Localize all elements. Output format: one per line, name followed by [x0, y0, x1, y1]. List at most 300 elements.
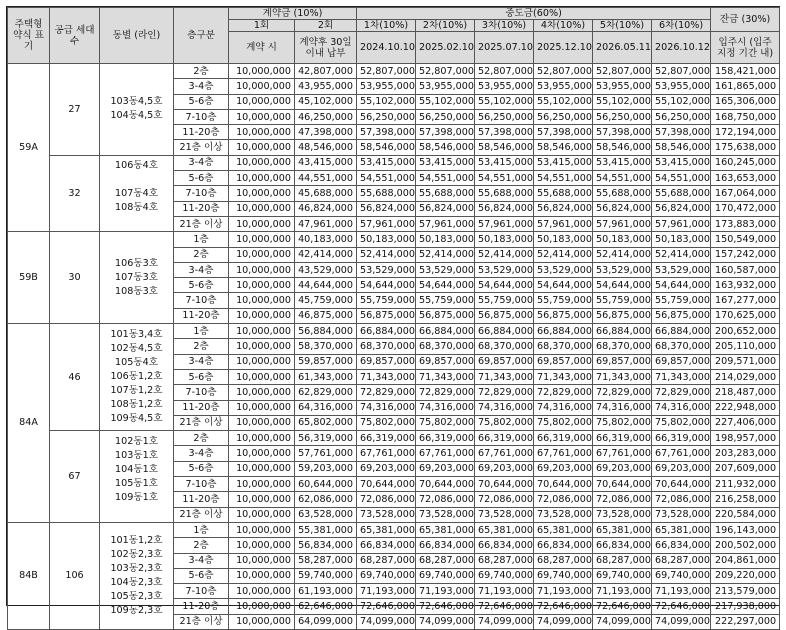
middle-6-cell: 65,381,000: [652, 522, 711, 537]
balance-cell: 205,110,000: [711, 339, 780, 354]
middle-2-cell: 55,102,000: [416, 94, 475, 109]
middle-3-cell: 52,807,000: [475, 64, 534, 79]
middle-5-cell: 74,316,000: [593, 400, 652, 415]
middle-3-cell: 52,414,000: [475, 247, 534, 262]
middle-2-cell: 69,740,000: [416, 568, 475, 583]
deposit-1-cell: 10,000,000: [229, 431, 295, 446]
deposit-1-cell: 10,000,000: [229, 446, 295, 461]
middle-5-cell: 56,875,000: [593, 308, 652, 323]
deposit-1-cell: 10,000,000: [229, 339, 295, 354]
deposit-2-cell: 60,644,000: [295, 477, 357, 492]
middle-5-cell: 54,551,000: [593, 171, 652, 186]
floor-cell: 7-10층: [174, 477, 229, 492]
middle-5-cell: 50,183,000: [593, 232, 652, 247]
middle-2-cell: 72,086,000: [416, 492, 475, 507]
middle-6-cell: 56,875,000: [652, 308, 711, 323]
balance-cell: 150,549,000: [711, 232, 780, 247]
middle-1-cell: 72,646,000: [357, 599, 416, 614]
middle-6-cell: 75,802,000: [652, 415, 711, 430]
middle-1-cell: 56,250,000: [357, 109, 416, 124]
deposit-2-cell: 62,086,000: [295, 492, 357, 507]
middle-5-cell: 71,193,000: [593, 584, 652, 599]
floor-cell: 5-6층: [174, 171, 229, 186]
middle-1-cell: 54,644,000: [357, 278, 416, 293]
dong-line: 102동4,5호: [110, 343, 163, 355]
supply-count-cell: 46: [50, 324, 100, 431]
deposit-2-cell: 43,415,000: [295, 155, 357, 170]
deposit-1-header: 1회: [229, 20, 295, 32]
middle-2-cell: 55,759,000: [416, 293, 475, 308]
floor-cell: 7-10층: [174, 584, 229, 599]
middle-2-cell: 66,884,000: [416, 324, 475, 339]
balance-cell: 173,883,000: [711, 216, 780, 231]
middle-4-cell: 52,414,000: [534, 247, 593, 262]
middle-2-cell: 50,183,000: [416, 232, 475, 247]
middle-6-cell: 56,250,000: [652, 109, 711, 124]
balance-group-header: 잔금 (30%): [711, 8, 780, 32]
middle-3-cell: 67,761,000: [475, 446, 534, 461]
balance-cell: 161,865,000: [711, 79, 780, 94]
middle-2-cell: 56,250,000: [416, 109, 475, 124]
middle-5-cell: 58,546,000: [593, 140, 652, 155]
middle-3-cell: 65,381,000: [475, 522, 534, 537]
middle-4-cell: 55,102,000: [534, 94, 593, 109]
middle-4-cell: 74,316,000: [534, 400, 593, 415]
middle-3-cell: 74,099,000: [475, 614, 534, 629]
floor-cell: 11-20층: [174, 125, 229, 140]
middle-1-cell: 69,203,000: [357, 461, 416, 476]
middle-3-cell: 72,086,000: [475, 492, 534, 507]
middle-4-cell: 53,955,000: [534, 79, 593, 94]
floor-cell: 2층: [174, 247, 229, 262]
deposit-1-cell: 10,000,000: [229, 308, 295, 323]
dong-line: 107동1,2호: [110, 385, 163, 397]
floor-cell: 11-20층: [174, 201, 229, 216]
middle-4-cell: 50,183,000: [534, 232, 593, 247]
middle-2-cell: 72,646,000: [416, 599, 475, 614]
middle-1-cell: 55,759,000: [357, 293, 416, 308]
middle-5-cell: 55,102,000: [593, 94, 652, 109]
balance-cell: 167,277,000: [711, 293, 780, 308]
middle-5-cell: 68,370,000: [593, 339, 652, 354]
balance-cell: 196,143,000: [711, 522, 780, 537]
deposit-2-cell: 43,955,000: [295, 79, 357, 94]
deposit-2-cell: 46,824,000: [295, 201, 357, 216]
middle-6-cell: 55,759,000: [652, 293, 711, 308]
floor-cell: 3-4층: [174, 553, 229, 568]
middle-2-date: 2025.02.10: [416, 32, 475, 64]
middle-4-cell: 71,343,000: [534, 369, 593, 384]
dong-line: 109동1호: [115, 491, 158, 503]
middle-5-header: 5차(10%): [593, 20, 652, 32]
middle-5-cell: 74,099,000: [593, 614, 652, 629]
middle-4-cell: 69,740,000: [534, 568, 593, 583]
deposit-2-when: 계약후 30일이내 납부: [295, 32, 357, 64]
middle-3-cell: 55,688,000: [475, 186, 534, 201]
middle-3-cell: 50,183,000: [475, 232, 534, 247]
middle-2-cell: 74,316,000: [416, 400, 475, 415]
deposit-1-cell: 10,000,000: [229, 64, 295, 79]
middle-4-cell: 66,319,000: [534, 431, 593, 446]
dong-list-cell: [100, 232, 174, 324]
middle-3-date: 2025.07.10: [475, 32, 534, 64]
table-row: [8, 431, 780, 446]
floor-cell: 2층: [174, 538, 229, 553]
middle-2-cell: 65,381,000: [416, 522, 475, 537]
dong-list-cell: [100, 64, 174, 156]
deposit-2-cell: 43,529,000: [295, 262, 357, 277]
balance-cell: 204,861,000: [711, 553, 780, 568]
deposit-2-cell: 44,644,000: [295, 278, 357, 293]
middle-4-cell: 52,807,000: [534, 64, 593, 79]
middle-1-cell: 70,644,000: [357, 477, 416, 492]
middle-4-cell: 74,099,000: [534, 614, 593, 629]
middle-2-cell: 53,529,000: [416, 262, 475, 277]
floor-header: 층구분: [174, 8, 229, 64]
middle-5-cell: 69,740,000: [593, 568, 652, 583]
middle-1-cell: 66,884,000: [357, 324, 416, 339]
floor-cell: 11-20층: [174, 492, 229, 507]
middle-4-cell: 67,761,000: [534, 446, 593, 461]
supply-count-cell: 30: [50, 232, 100, 324]
dong-line: 104동4,5호: [110, 110, 163, 122]
middle-5-cell: 72,829,000: [593, 385, 652, 400]
deposit-2-cell: 61,193,000: [295, 584, 357, 599]
deposit-2-cell: 56,884,000: [295, 324, 357, 339]
deposit-2-cell: 62,646,000: [295, 599, 357, 614]
middle-5-cell: 57,398,000: [593, 125, 652, 140]
middle-3-cell: 71,193,000: [475, 584, 534, 599]
deposit-2-cell: 42,414,000: [295, 247, 357, 262]
middle-6-cell: 72,086,000: [652, 492, 711, 507]
middle-4-cell: 58,546,000: [534, 140, 593, 155]
middle-6-cell: 69,203,000: [652, 461, 711, 476]
balance-cell: 160,587,000: [711, 262, 780, 277]
middle-3-cell: 69,857,000: [475, 354, 534, 369]
balance-cell: 203,283,000: [711, 446, 780, 461]
floor-cell: 21층 이상: [174, 415, 229, 430]
deposit-1-cell: 10,000,000: [229, 232, 295, 247]
deposit-2-cell: 46,875,000: [295, 308, 357, 323]
middle-2-cell: 55,688,000: [416, 186, 475, 201]
balance-cell: 170,625,000: [711, 308, 780, 323]
middle-6-cell: 71,343,000: [652, 369, 711, 384]
floor-cell: 5-6층: [174, 568, 229, 583]
balance-cell: 209,571,000: [711, 354, 780, 369]
dong-list-cell: [100, 324, 174, 431]
middle-3-cell: 56,875,000: [475, 308, 534, 323]
middle-4-cell: 69,203,000: [534, 461, 593, 476]
middle-3-cell: 55,759,000: [475, 293, 534, 308]
middle-4-cell: 56,250,000: [534, 109, 593, 124]
floor-cell: 21층 이상: [174, 614, 229, 629]
floor-cell: 3-4층: [174, 155, 229, 170]
dong-line: 104동1호: [115, 463, 158, 475]
floor-cell: 7-10층: [174, 109, 229, 124]
middle-1-cell: 66,834,000: [357, 538, 416, 553]
middle-1-header: 1차(10%): [357, 20, 416, 32]
deposit-2-cell: 45,688,000: [295, 186, 357, 201]
middle-6-cell: 53,529,000: [652, 262, 711, 277]
floor-cell: 3-4층: [174, 446, 229, 461]
middle-1-cell: 58,546,000: [357, 140, 416, 155]
middle-2-cell: 70,644,000: [416, 477, 475, 492]
deposit-1-cell: 10,000,000: [229, 278, 295, 293]
deposit-2-cell: 56,834,000: [295, 538, 357, 553]
balance-cell: 220,584,000: [711, 507, 780, 522]
middle-5-cell: 69,203,000: [593, 461, 652, 476]
middle-6-cell: 52,414,000: [652, 247, 711, 262]
middle-1-cell: 74,099,000: [357, 614, 416, 629]
deposit-1-cell: 10,000,000: [229, 507, 295, 522]
middle-5-cell: 66,884,000: [593, 324, 652, 339]
dong-line: 106동1,2호: [110, 371, 163, 383]
middle-1-cell: 74,316,000: [357, 400, 416, 415]
dong-line: 107동4호: [115, 187, 158, 199]
middle-6-cell: 55,102,000: [652, 94, 711, 109]
deposit-1-cell: 10,000,000: [229, 369, 295, 384]
floor-cell: 5-6층: [174, 94, 229, 109]
middle-3-cell: 73,528,000: [475, 507, 534, 522]
deposit-2-cell: 62,829,000: [295, 385, 357, 400]
middle-4-cell: 68,287,000: [534, 553, 593, 568]
deposit-2-cell: 42,807,000: [295, 64, 357, 79]
middle-4-cell: 73,528,000: [534, 507, 593, 522]
dong-line: 105동1호: [115, 477, 158, 489]
middle-4-date: 2025.12.10: [534, 32, 593, 64]
middle-3-cell: 71,343,000: [475, 369, 534, 384]
dong-line: 109동2,3호: [110, 604, 163, 616]
table-row: [8, 64, 780, 79]
floor-cell: 11-20층: [174, 599, 229, 614]
middle-6-cell: 68,287,000: [652, 553, 711, 568]
dong-line: 108동3호: [115, 285, 158, 297]
middle-1-cell: 75,802,000: [357, 415, 416, 430]
floor-cell: 5-6층: [174, 461, 229, 476]
middle-1-cell: 69,740,000: [357, 568, 416, 583]
deposit-2-cell: 64,099,000: [295, 614, 357, 629]
balance-cell: 207,609,000: [711, 461, 780, 476]
type-header: 주택형 약식 표기: [8, 8, 50, 64]
dong-line: 106동4호: [115, 159, 158, 171]
supply-header: 공급 세대수: [50, 8, 100, 64]
balance-cell: 222,948,000: [711, 400, 780, 415]
table-body: [8, 64, 780, 630]
middle-6-cell: 50,183,000: [652, 232, 711, 247]
middle-4-cell: 56,824,000: [534, 201, 593, 216]
balance-when: 입주시 (입주지정 기간 내): [711, 32, 780, 64]
middle-4-cell: 56,875,000: [534, 308, 593, 323]
deposit-1-cell: 10,000,000: [229, 171, 295, 186]
floor-cell: 7-10층: [174, 293, 229, 308]
middle-5-cell: 70,644,000: [593, 477, 652, 492]
middle-1-cell: 72,086,000: [357, 492, 416, 507]
middle-4-cell: 65,381,000: [534, 522, 593, 537]
deposit-1-cell: 10,000,000: [229, 354, 295, 369]
balance-cell: 214,029,000: [711, 369, 780, 384]
middle-2-cell: 54,551,000: [416, 171, 475, 186]
middle-4-cell: 57,398,000: [534, 125, 593, 140]
middle-1-cell: 57,961,000: [357, 216, 416, 231]
middle-1-cell: 52,414,000: [357, 247, 416, 262]
middle-3-cell: 54,551,000: [475, 171, 534, 186]
middle-4-cell: 72,646,000: [534, 599, 593, 614]
middle-4-cell: 75,802,000: [534, 415, 593, 430]
middle-3-cell: 70,644,000: [475, 477, 534, 492]
middle-1-cell: 67,761,000: [357, 446, 416, 461]
deposit-2-cell: 47,961,000: [295, 216, 357, 231]
middle-6-cell: 66,834,000: [652, 538, 711, 553]
middle-1-cell: 53,955,000: [357, 79, 416, 94]
dong-line: 103동2,3호: [110, 562, 163, 574]
middle-1-date: 2024.10.10: [357, 32, 416, 64]
deposit-1-cell: 10,000,000: [229, 477, 295, 492]
dong-line: [103, 505, 170, 519]
deposit-1-cell: 10,000,000: [229, 553, 295, 568]
middle-4-cell: 72,086,000: [534, 492, 593, 507]
deposit-1-cell: 10,000,000: [229, 492, 295, 507]
middle-3-cell: 66,319,000: [475, 431, 534, 446]
supply-count-cell: 106: [50, 522, 100, 629]
middle-2-cell: 68,287,000: [416, 553, 475, 568]
middle-3-cell: 53,955,000: [475, 79, 534, 94]
middle-3-cell: 72,829,000: [475, 385, 534, 400]
middle-2-cell: 52,414,000: [416, 247, 475, 262]
balance-cell: 163,932,000: [711, 278, 780, 293]
middle-1-cell: 57,398,000: [357, 125, 416, 140]
floor-cell: 21층 이상: [174, 507, 229, 522]
middle-6-cell: 71,193,000: [652, 584, 711, 599]
middle-1-cell: 56,875,000: [357, 308, 416, 323]
deposit-2-cell: 65,802,000: [295, 415, 357, 430]
middle-5-cell: 55,759,000: [593, 293, 652, 308]
dong-line: [103, 215, 170, 229]
dong-line: 105동2,3호: [110, 590, 163, 602]
payment-schedule-sheet: [6, 6, 780, 628]
middle-2-cell: 53,415,000: [416, 155, 475, 170]
floor-cell: 1층: [174, 324, 229, 339]
deposit-2-cell: 46,250,000: [295, 109, 357, 124]
dong-line: 108동1,2호: [110, 399, 163, 411]
middle-6-cell: 72,646,000: [652, 599, 711, 614]
middle-5-cell: 57,961,000: [593, 216, 652, 231]
middle-5-cell: 54,644,000: [593, 278, 652, 293]
middle-5-cell: 55,688,000: [593, 186, 652, 201]
deposit-2-cell: 44,551,000: [295, 171, 357, 186]
middle-6-cell: 56,824,000: [652, 201, 711, 216]
middle-5-cell: 52,414,000: [593, 247, 652, 262]
middle-2-cell: 57,961,000: [416, 216, 475, 231]
dong-line: 106동3호: [115, 257, 158, 269]
deposit-1-cell: 10,000,000: [229, 125, 295, 140]
middle-5-cell: 53,955,000: [593, 79, 652, 94]
deposit-1-cell: 10,000,000: [229, 385, 295, 400]
middle-4-cell: 66,834,000: [534, 538, 593, 553]
middle-2-cell: 56,824,000: [416, 201, 475, 216]
middle-2-cell: 71,193,000: [416, 584, 475, 599]
middle-5-cell: 75,802,000: [593, 415, 652, 430]
deposit-2-cell: 45,759,000: [295, 293, 357, 308]
balance-cell: 216,258,000: [711, 492, 780, 507]
middle-6-cell: 54,644,000: [652, 278, 711, 293]
middle-2-cell: 57,398,000: [416, 125, 475, 140]
deposit-1-cell: 10,000,000: [229, 415, 295, 430]
middle-3-cell: 56,250,000: [475, 109, 534, 124]
floor-cell: 21층 이상: [174, 216, 229, 231]
dong-list-cell: [100, 155, 174, 231]
floor-cell: 5-6층: [174, 278, 229, 293]
middle-1-cell: 50,183,000: [357, 232, 416, 247]
middle-5-cell: 53,529,000: [593, 262, 652, 277]
table-row: [8, 232, 780, 247]
middle-3-cell: 69,740,000: [475, 568, 534, 583]
middle-5-cell: 69,857,000: [593, 354, 652, 369]
middle-5-cell: 56,250,000: [593, 109, 652, 124]
deposit-2-cell: 64,316,000: [295, 400, 357, 415]
middle-6-cell: 66,319,000: [652, 431, 711, 446]
middle-1-cell: 52,807,000: [357, 64, 416, 79]
balance-cell: 170,472,000: [711, 201, 780, 216]
middle-1-cell: 53,529,000: [357, 262, 416, 277]
middle-6-cell: 52,807,000: [652, 64, 711, 79]
deposit-2-cell: 59,857,000: [295, 354, 357, 369]
deposit-2-cell: 56,319,000: [295, 431, 357, 446]
middle-4-cell: 53,529,000: [534, 262, 593, 277]
middle-1-cell: 73,528,000: [357, 507, 416, 522]
middle-5-date: 2026.05.11: [593, 32, 652, 64]
middle-2-cell: 54,644,000: [416, 278, 475, 293]
balance-cell: 213,579,000: [711, 584, 780, 599]
deposit-1-cell: 10,000,000: [229, 522, 295, 537]
supply-count-cell: 27: [50, 64, 100, 156]
dong-line: [103, 173, 170, 187]
balance-cell: 200,502,000: [711, 538, 780, 553]
deposit-1-cell: 10,000,000: [229, 94, 295, 109]
middle-6-cell: 74,099,000: [652, 614, 711, 629]
middle-4-cell: 71,193,000: [534, 584, 593, 599]
unit-type-cell: 84A: [8, 324, 50, 523]
middle-6-cell: 66,884,000: [652, 324, 711, 339]
deposit-1-cell: 10,000,000: [229, 155, 295, 170]
deposit-1-cell: 10,000,000: [229, 79, 295, 94]
deposit-1-cell: 10,000,000: [229, 140, 295, 155]
deposit-2-cell: 45,102,000: [295, 94, 357, 109]
floor-cell: 2층: [174, 64, 229, 79]
balance-cell: 157,242,000: [711, 247, 780, 262]
middle-3-cell: 66,884,000: [475, 324, 534, 339]
dong-list-cell: [100, 431, 174, 523]
middle-6-cell: 68,370,000: [652, 339, 711, 354]
deposit-1-cell: 10,000,000: [229, 186, 295, 201]
dong-line: 102동1호: [115, 435, 158, 447]
deposit-2-cell: 48,546,000: [295, 140, 357, 155]
dong-header: 동별 (라인): [100, 8, 174, 64]
middle-3-cell: 68,370,000: [475, 339, 534, 354]
dong-list-cell: [100, 522, 174, 629]
deposit-2-cell: 58,370,000: [295, 339, 357, 354]
floor-cell: 7-10층: [174, 186, 229, 201]
deposit-2-cell: 63,528,000: [295, 507, 357, 522]
middle-2-cell: 69,857,000: [416, 354, 475, 369]
middle-5-cell: 71,343,000: [593, 369, 652, 384]
middle-3-cell: 54,644,000: [475, 278, 534, 293]
middle-1-cell: 68,370,000: [357, 339, 416, 354]
middle-4-cell: 54,551,000: [534, 171, 593, 186]
middle-5-cell: 53,415,000: [593, 155, 652, 170]
middle-4-header: 4차(10%): [534, 20, 593, 32]
table-header: [8, 8, 780, 64]
unit-type-cell: 84B: [8, 522, 50, 629]
